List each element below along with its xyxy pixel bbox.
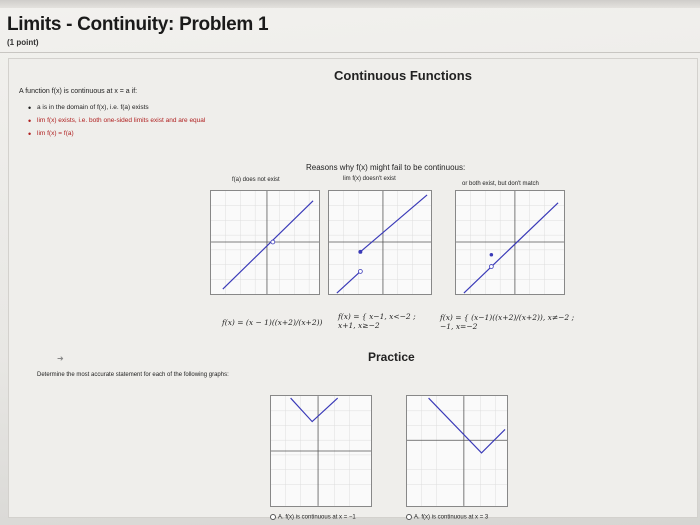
practice-title: Practice	[368, 350, 415, 364]
condition-item: • lim f(x) = f(a)	[28, 130, 205, 137]
condition-list	[28, 104, 205, 143]
answer-option[interactable]	[406, 514, 488, 521]
divider	[0, 52, 700, 53]
arrow-icon: ➜	[57, 354, 64, 363]
answer-option-label: A. f(x) is continuous at x = 3	[414, 514, 489, 521]
practice-graph-2	[406, 395, 508, 507]
condition-item: • a is in the domain of f(x), i.e. f(a) exists	[28, 104, 205, 111]
definition-text: A function f(x) is continuous at x = a if:	[19, 88, 138, 95]
answer-option[interactable]	[270, 514, 356, 521]
condition-item: • lim f(x) exists, i.e. both one-sided limits exist and are equal	[28, 117, 205, 124]
graph-jump	[328, 190, 432, 295]
graph-caption: or both exist, but don't match	[462, 181, 539, 187]
slide-title: Continuous Functions	[334, 68, 472, 83]
formula: f(x) = { x−1, x<−2 ; x+1, x≥−2	[338, 312, 416, 330]
graph-jump-plot	[329, 191, 431, 294]
graph-caption: f(a) does not exist	[232, 177, 280, 183]
graph-mismatch-plot	[456, 191, 564, 294]
formula: f(x) = { (x−1)((x+2)/(x+2)), x≠−2 ; −1, x=−2	[440, 313, 575, 331]
graph-removable	[210, 190, 320, 295]
practice-graph-1	[270, 395, 372, 507]
practice-graph-1-plot	[271, 396, 371, 506]
practice-instruction: Determine the most accurate statement for each of the following graphs:	[37, 372, 229, 378]
graph-mismatch	[455, 190, 565, 295]
reasons-title: Reasons why f(x) might fail to be continuous:	[306, 163, 466, 172]
radio-button[interactable]	[270, 514, 276, 520]
browser-top-edge	[0, 0, 700, 8]
radio-button[interactable]	[406, 514, 412, 520]
practice-graph-2-plot	[407, 396, 507, 506]
graph-caption: lim f(x) doesn't exist	[343, 176, 396, 182]
formula: f(x) = (x − 1)((x+2)/(x+2))	[222, 318, 323, 327]
points-label: (1 point)	[7, 38, 39, 47]
page-title: Limits - Continuity: Problem 1	[7, 14, 269, 35]
graph-removable-plot	[211, 191, 319, 294]
answer-option-label: A. f(x) is continuous at x = −1	[278, 514, 356, 521]
